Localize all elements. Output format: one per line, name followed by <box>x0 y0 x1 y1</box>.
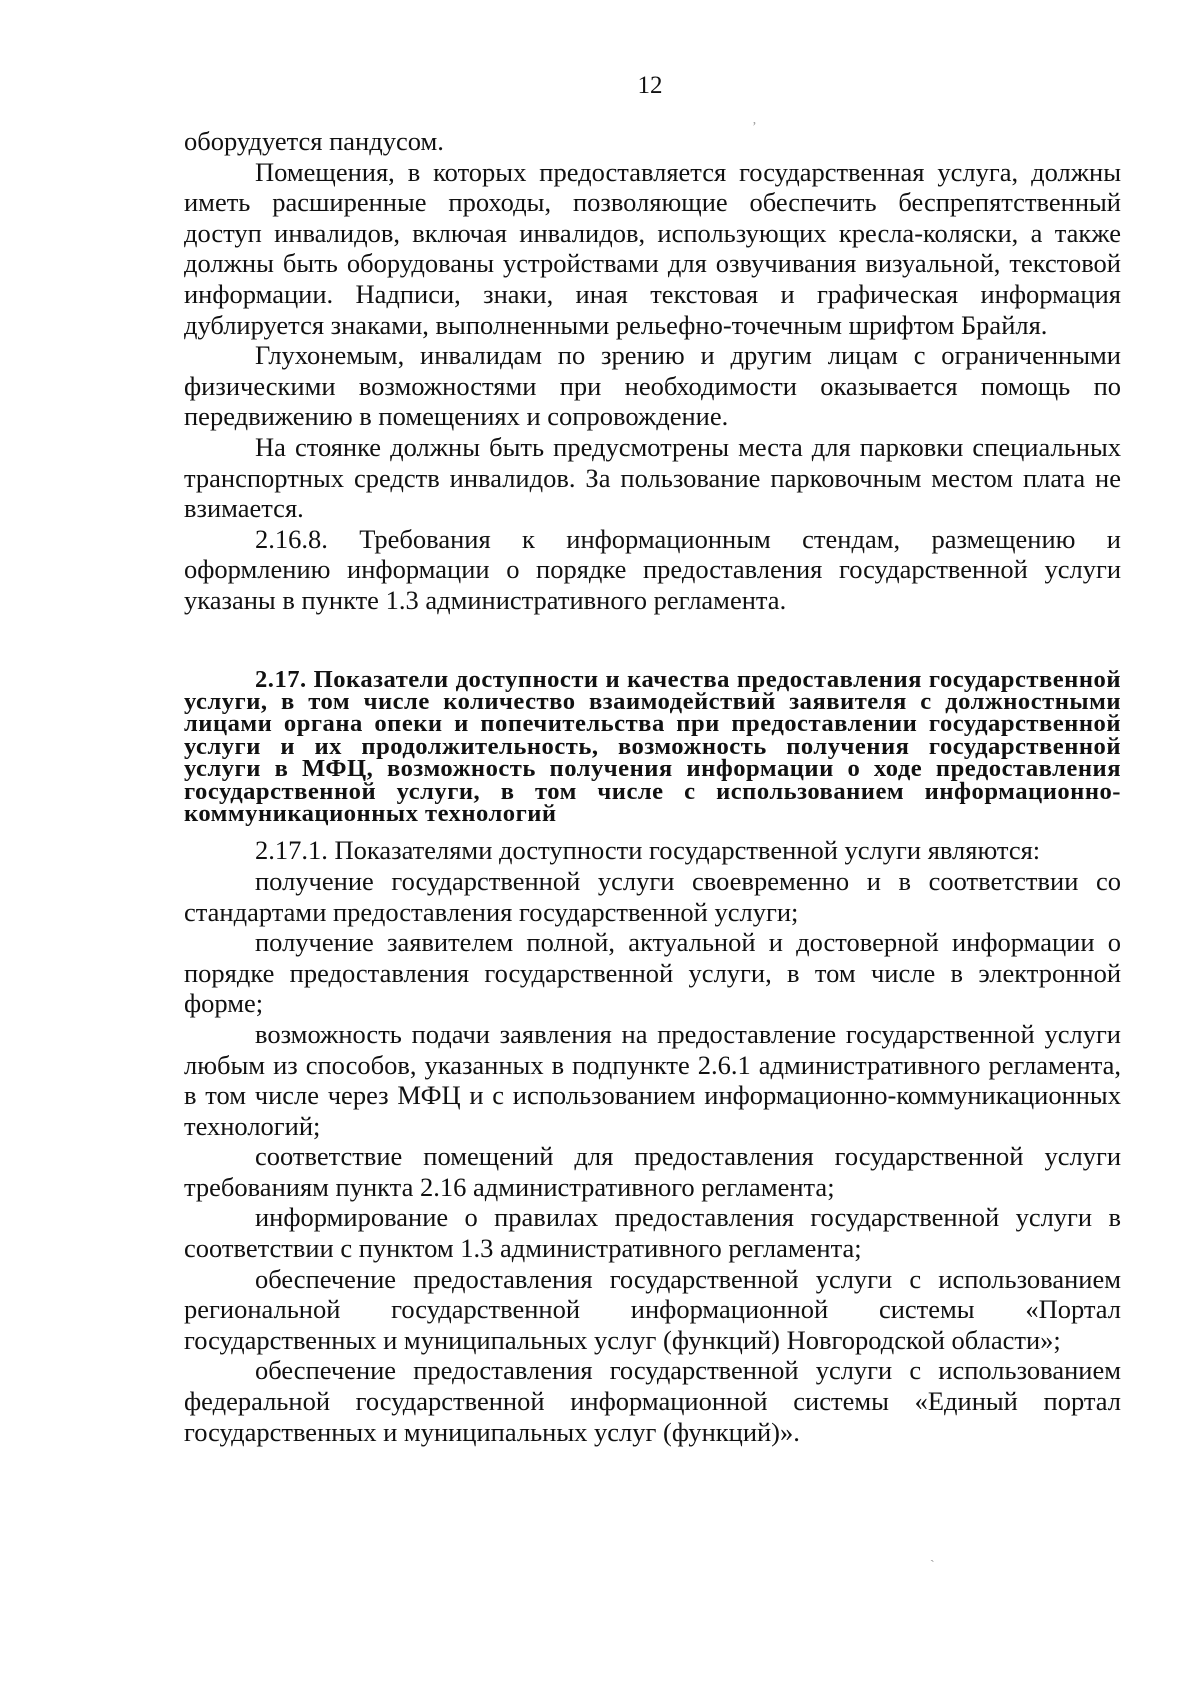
page-body <box>184 126 1121 1447</box>
paragraphs-bottom <box>184 835 1121 1447</box>
list-item: получение заявителем полной, актуальной и достоверной информации о порядке предоставления государственной услуги, в том числе в электронной форме; <box>184 927 1121 1019</box>
paragraph: На стоянке должны быть предусмотрены места для парковки специальных транспортных средств инвалидов. За пользование парковочным местом плата не взимается. <box>184 431 1121 524</box>
paragraph: оборудуется пандусом. <box>184 126 444 156</box>
paragraph: Глухонемым, инвалидам по зрению и другим лицам с ограниченными физическими возможностями при необходимости оказывается помощь по передвижению в помещениях и сопровождение. <box>184 340 1121 432</box>
paragraph: 2.17.1. Показателями доступности государственной услуги являются: <box>255 835 1041 866</box>
paragraphs-top <box>184 126 1121 616</box>
list-item: получение государственной услуги своевременно и в соответствии со стандартами предоставления государственной услуги; <box>184 865 1121 927</box>
page-number: 12 <box>637 72 663 99</box>
paragraph: 2.16.8. Требования к информационным стендам, размещению и оформлению информации о порядке предоставления государственной услуги указаны в пункте 1.3 административного регламента. <box>184 523 1121 615</box>
section-heading: 2.17. Показатели доступности и качества предоставления государственной услуги, в том числе количество взаимодействий заявителя с должностными лицами органа опеки и попечительства при предоставлении государственной услуги и их продолжительность, возможность получения государственной услуги в МФЦ, возможность получения информации о ходе предоставления государственной услуги, в том числе с использованием информационно-коммуникационных технологий <box>184 665 1121 827</box>
list-item: обеспечение предоставления государственной услуги с использованием федеральной государственной информационной системы «Единый портал государственных и муниципальных услуг (функций)». <box>184 1355 1121 1447</box>
paragraph: Помещения, в которых предоставляется государственная услуга, должны иметь расширенные проходы, позволяющие обеспечить беспрепятственный доступ инвалидов, включая инвалидов, использующих кресла-коляски, а также должны быть оборудованы устройствами для озвучивания визуальной, текстовой информации. Надписи, знаки, иная текстовая и графическая информация дублируется знаками, выполненными рельефно-точечным шрифтом Брайля. <box>184 156 1121 340</box>
scan-speck: ˏ <box>930 1548 935 1563</box>
scan-speck: ʼ <box>752 120 757 135</box>
list-item: информирование о правилах предоставления государственной услуги в соответствии с пунктом 1.3 административного регламента; <box>184 1202 1121 1264</box>
section-spacer <box>184 616 1121 669</box>
list-item: обеспечение предоставления государственной услуги с использованием региональной государственной информационной системы «Портал государственных и муниципальных услуг (функций) Новгородской области»; <box>184 1263 1121 1355</box>
list-item: соответствие помещений для предоставления государственной услуги требованиям пункта 2.16 административного регламента; <box>184 1141 1121 1202</box>
list-item: возможность подачи заявления на предоставление государственной услуги любым из способов, указанных в подпункте 2.6.1 административного регламента, в том числе через МФЦ и с использованием информационно-коммуникационных технологий; <box>184 1018 1121 1141</box>
